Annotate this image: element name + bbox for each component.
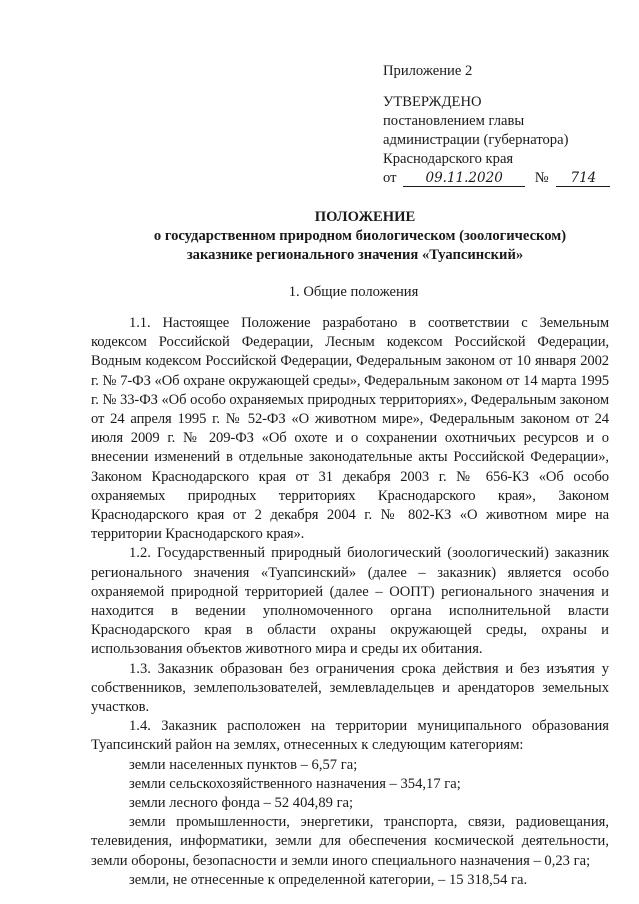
- handwritten-date: 09.11.2020: [403, 171, 525, 187]
- title-line-1: ПОЛОЖЕНИЕ: [314, 209, 416, 225]
- approved-label: УТВЕРЖДЕНО: [383, 94, 482, 110]
- paragraph-1-1: 1.1. Настоящее Положение разработано в соответствии с Земельным кодексом Российской Федерации, Лесным кодексом Российской Федерации, Водным кодексом Российской Федерации, Федеральным законом от 10 января 2002 г. № 7-ФЗ «Об охране окружающей среды», Федеральным законом от 14 марта 1995 г. № 33-ФЗ «Об особо охраняемых природных территориях», Федеральным законом от 24 апреля 1995 г. № 52-ФЗ «О животном мире», Федеральным законом от 24 июля 2009 г. № 209-ФЗ «Об охоте и о сохранении охотничьих ресурсов и о внесении изменений в отдельные законодательные акты Российской Федерации», Законом Краснодарского края от 31 декабря 2003 г. № 656-КЗ «Об особо охраняемых природных территориях Краснодарского края», Законом Краснодарского края от 2 декабря 2004 г. № 802-КЗ «О животном мире на территории Краснодарского края».: [91, 315, 609, 543]
- land-category-3: земли лесного фонда – 52 404,89 га;: [129, 795, 354, 812]
- land-category-5: земли, не отнесенные к определенной категории, – 15 318,54 га.: [129, 871, 528, 888]
- paragraph-1-2: 1.2. Государственный природный биологический (зоологический) заказник регионального значения «Туапсинский» (далее – заказник) является особо охраняемой природной территорией (далее – ООПТ) регионального значения и находится в ведении уполномоченного органа исполнительной власти Краснодарского края в области охраны окружающей среды, охраны и использования объектов животного мира и среды их обитания.: [91, 545, 609, 658]
- document-title: [80, 208, 639, 265]
- appendix-label: Приложение 2: [383, 63, 473, 79]
- number-prefix: №: [534, 170, 549, 186]
- land-category-4: земли промышленности, энергетики, транспорта, связи, радиовещания, телевидения, информатики, земли для обеспечения космической деятельности, земли обороны, безопасности и земли иного специального назначения – 0,23 га;: [91, 814, 609, 869]
- section-heading-text: 1. Общие положения: [288, 284, 419, 300]
- document-body: [91, 314, 609, 890]
- handwritten-number: 714: [556, 171, 610, 187]
- title-line-3: заказнике регионального значения «Туапсинский»: [186, 247, 524, 263]
- land-category-2: земли сельскохозяйственного назначения – 354,17 га;: [129, 775, 461, 792]
- land-category-1: земли населенных пунктов – 6,57 га;: [129, 756, 358, 773]
- paragraph-1-4: 1.4. Заказник расположен на территории муниципального образования Туапсинский район на землях, отнесенных к следующим категориям:: [91, 718, 609, 754]
- approval-stamp: [383, 62, 623, 188]
- approval-line-2: администрации (губернатора): [383, 132, 569, 148]
- approval-line-3: Краснодарского края: [383, 151, 514, 167]
- paragraph-1-3: 1.3. Заказник образован без ограничения срока действия и без изъятия у собственников, землепользователей, землевладельцев и арендаторов земельных участков.: [91, 660, 609, 716]
- approval-line-1: постановлением главы: [383, 113, 525, 129]
- date-prefix: от: [383, 170, 397, 186]
- section-heading: [0, 284, 639, 301]
- approval-date-row: [383, 169, 623, 188]
- title-line-2: о государственном природном биологическом (зоологическом): [153, 228, 567, 244]
